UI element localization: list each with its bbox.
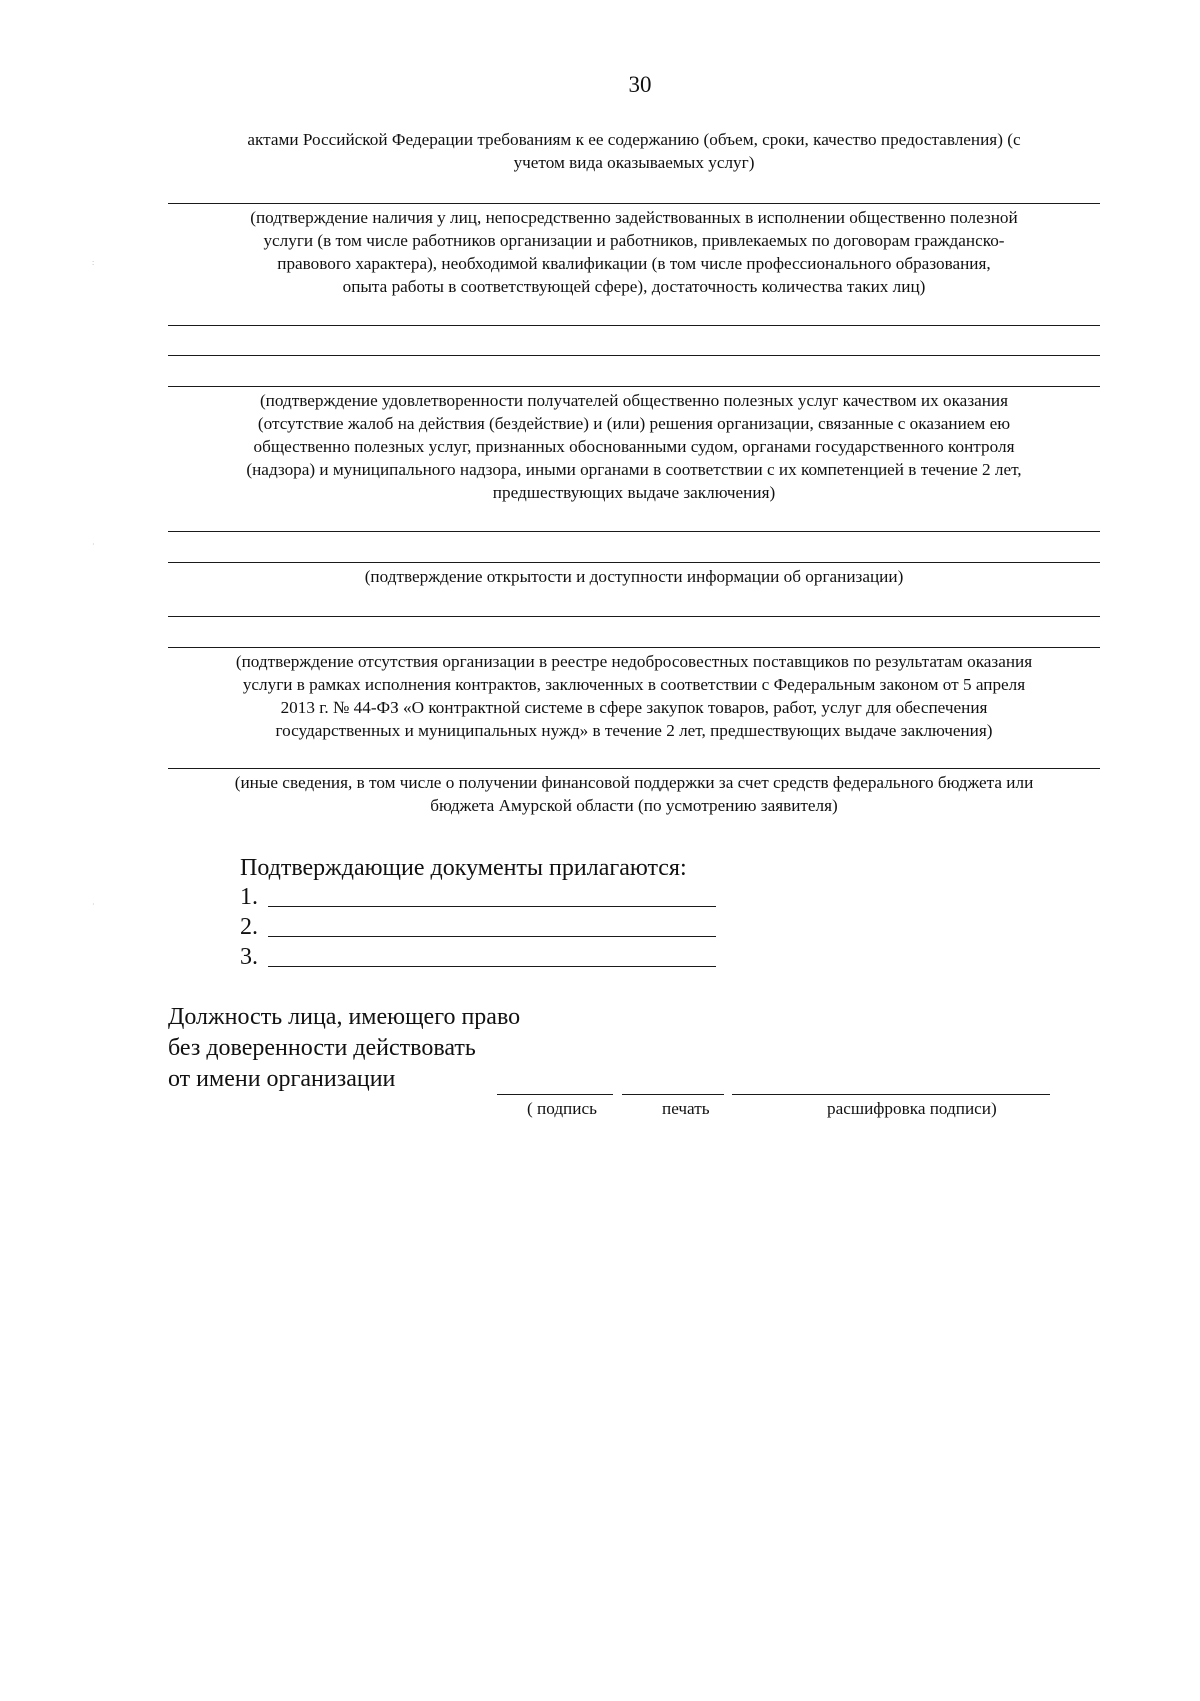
intro-line: актами Российской Федерации требованиям к ее содержанию (объем, сроки, качество предоставления) (с (247, 130, 1021, 149)
caption-line: (подтверждение наличия у лиц, непосредственно задействованных в исполнении общественно полезной (250, 208, 1018, 227)
margin-mark: · (92, 540, 95, 549)
registry-caption (168, 650, 1100, 742)
document-fill-line (268, 966, 716, 967)
intro-text (168, 128, 1100, 174)
fill-line-registry (168, 647, 1100, 648)
caption-line: 2013 г. № 44-ФЗ «О контрактной системе в сфере закупок товаров, работ, услуг для обеспечения (280, 698, 988, 717)
openness-caption (168, 565, 1100, 588)
document-item-number: 1. (240, 884, 258, 910)
document-fill-line (268, 906, 716, 907)
caption-line: правового характера), необходимой квалификации (в том числе профессионального образования, (277, 254, 991, 273)
fill-line (168, 531, 1100, 532)
intro-line: учетом вида оказываемых услуг) (513, 153, 755, 172)
satisfaction-caption (168, 389, 1100, 504)
signatory-position-line: без доверенности действовать (168, 1035, 476, 1061)
caption-line: (отсутствие жалоб на действия (бездействие) и (или) решения организации, связанные с оказанием ею (257, 414, 1011, 433)
stamp-line (622, 1094, 724, 1095)
fill-line-satisfaction (168, 386, 1100, 387)
fill-line (168, 616, 1100, 617)
staff-qualification-caption (168, 206, 1100, 298)
document-fill-line (268, 936, 716, 937)
fill-line (168, 325, 1100, 326)
fill-line-other (168, 768, 1100, 769)
caption-line: (надзора) и муниципального надзора, иными органами в соответствии с их компетенцией в течение 2 лет, (246, 460, 1022, 479)
transcript-label: расшифровка подписи) (827, 1099, 997, 1118)
signatory-position-line: от имени организации (168, 1066, 396, 1092)
caption-line: государственных и муниципальных нужд» в течение 2 лет, предшествующих выдаче заключения) (275, 721, 993, 740)
margin-mark: · (92, 900, 95, 909)
signatory-position-line: Должность лица, имеющего право (168, 1004, 521, 1030)
document-item-number: 3. (240, 944, 258, 970)
caption-line: бюджета Амурской области (по усмотрению заявителя) (430, 796, 838, 815)
fill-line-staff (168, 203, 1100, 204)
margin-mark: : (92, 258, 95, 267)
fill-line (168, 355, 1100, 356)
caption-line: (подтверждение удовлетворенности получателей общественно полезных услуг качеством их оказания (259, 391, 1009, 410)
caption-line: (подтверждение отсутствия организации в реестре недобросовестных поставщиков по результатам оказания (235, 652, 1033, 671)
transcript-line (732, 1094, 1050, 1095)
caption-line: предшествующих выдаче заключения) (492, 483, 776, 502)
page-number: 30 (628, 72, 652, 97)
signature-label: ( подпись (527, 1099, 597, 1118)
caption-line: услуги в рамках исполнения контрактов, заключенных в соответствии с Федеральным законом от 5 апреля (242, 675, 1026, 694)
documents-heading: Подтверждающие документы прилагаются: (240, 855, 687, 881)
stamp-label: печать (662, 1099, 710, 1118)
caption-line: услуги (в том числе работников организации и работников, привлекаемых по договорам гражданско- (263, 231, 1005, 250)
caption-line: опыта работы в соответствующей сфере), достаточность количества таких лиц) (342, 277, 926, 296)
caption-line: общественно полезных услуг, признанных обоснованными судом, органами государственного контроля (253, 437, 1015, 456)
other-info-caption (168, 771, 1100, 817)
caption-line: (иные сведения, в том числе о получении финансовой поддержки за счет средств федерального бюджета или (234, 773, 1034, 792)
signature-line (497, 1094, 613, 1095)
document-item-number: 2. (240, 914, 258, 940)
caption-line: (подтверждение открытости и доступности информации об организации) (364, 567, 904, 586)
fill-line-openness (168, 562, 1100, 563)
